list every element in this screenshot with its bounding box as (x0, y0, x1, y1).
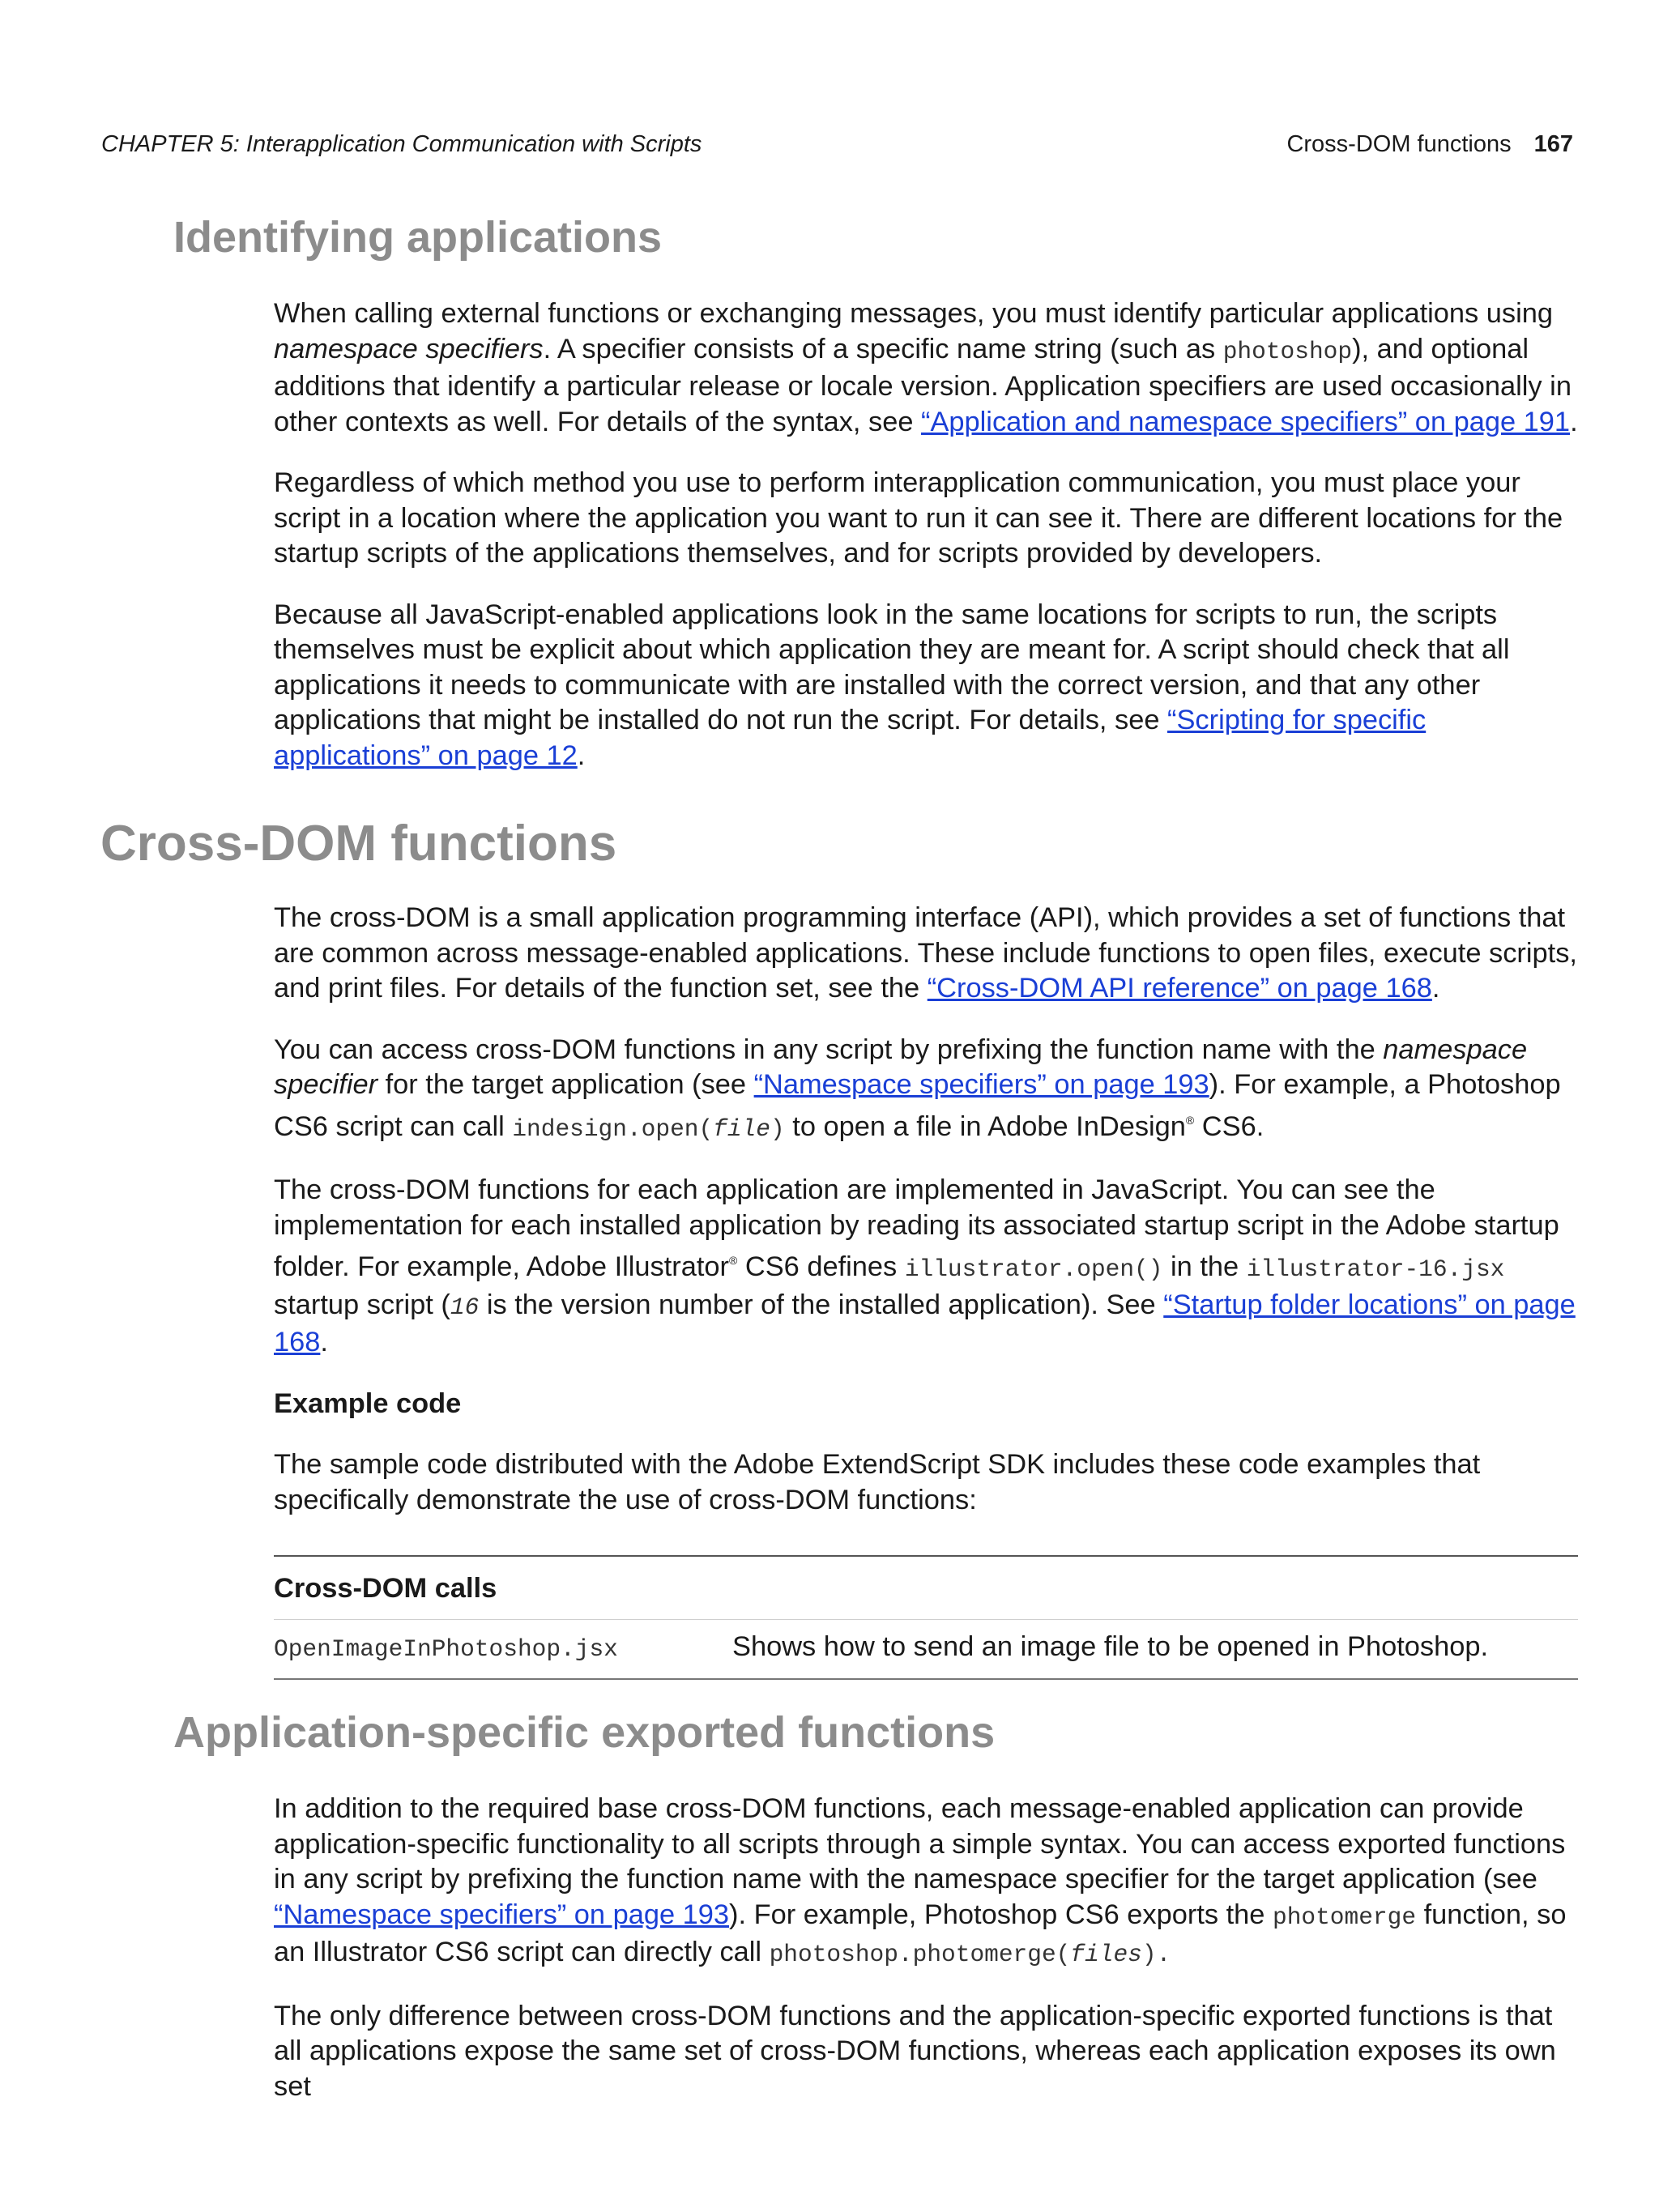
registered-mark: ® (1185, 1113, 1195, 1127)
code-file-arg: file (713, 1115, 770, 1143)
link-application-namespace-specifiers[interactable]: “Application and namespace specifiers” on page 191 (921, 406, 1571, 437)
table-header: Cross-DOM calls (274, 1557, 1578, 1620)
paragraph: The cross-DOM is a small application programming interface (API), which provides a set of functions that are common across message-enabled applications. These include functions to open files, execute scripts, and print files. For details of the function set, see the “Cross-DOM API reference” on page 168. (274, 902, 1577, 1004)
code-indesign-open: indesign.open( (512, 1115, 714, 1143)
subheading-example-code: Example code (274, 1387, 462, 1419)
term-namespace-specifiers: namespace specifiers (274, 333, 544, 364)
code-close-paren: ). (1141, 1941, 1171, 1968)
chapter-name: 5: Interapplication Communication with Scripts (220, 131, 702, 157)
code-photomerge: photomerge (1273, 1903, 1417, 1931)
registered-mark: ® (729, 1254, 738, 1267)
term-namespace-specifier: namespace specifier (274, 1034, 1528, 1100)
section-exported-body (274, 1792, 1581, 2104)
running-header (101, 128, 1573, 160)
table-row (274, 1620, 1578, 1678)
chapter-cap: C (101, 131, 118, 157)
heading-identifying-applications: Identifying applications (173, 213, 663, 262)
link-cross-dom-api-reference[interactable]: “Cross-DOM API reference” on page 168 (927, 973, 1432, 1004)
paragraph: Regardless of which method you use to perform interapplication communication, you must place your script in a location where the application you want to run it can see it. There are different locations for the startup scripts of the applications themselves, and for scripts provided by developers. (274, 467, 1563, 569)
page-number: 167 (1533, 131, 1573, 157)
link-startup-folder-locations[interactable]: “Startup folder locations” on page 168 (274, 1289, 1576, 1357)
header-section (1286, 128, 1573, 160)
code-photoshop: photoshop (1222, 337, 1353, 365)
table-cell-file: OpenImageInPhotoshop.jsx (274, 1635, 618, 1663)
link-scripting-specific-applications[interactable]: “Scripting for specific applications” on page 12 (274, 705, 1427, 771)
code-files-arg: files (1070, 1941, 1142, 1968)
table-cell-description: Shows how to send an image file to be opened in Photoshop. (732, 1631, 1489, 1662)
chapter-word: HAPTER (117, 131, 214, 157)
link-namespace-specifiers[interactable]: “Namespace specifiers” on page 193 (274, 1899, 730, 1930)
cross-dom-calls-table (274, 1555, 1578, 1680)
paragraph: The only difference between cross-DOM functions and the application-specific exported functions is that all applications expose the same set of cross-DOM functions, whereas each application exposes its own set (274, 2000, 1556, 2102)
section-cross-dom-body (274, 901, 1581, 1518)
paragraph: In addition to the required base cross-DOM functions, each message-enabled application can provide application-specific functionality to all scripts through a simple syntax. You can access exported functions in any script by prefixing the function name with the namespace specifier for the target application (see “Namespace specifiers” on page 193). For example, Photoshop CS6 exports the photomerge function, so an Illustrator CS6 script can directly call photoshop.photomerge(files). (274, 1793, 1567, 1968)
heading-cross-dom-functions: Cross-DOM functions (100, 816, 617, 872)
chapter-title (101, 128, 702, 160)
code-illustrator-16-jsx: illustrator-16.jsx (1246, 1255, 1505, 1283)
code-illustrator-open: illustrator.open() (904, 1255, 1163, 1283)
paragraph: Because all JavaScript-enabled applications look in the same locations for scripts to run, the scripts themselves must be explicit about which application they are meant for. A script should check that all applications it needs to communicate with are installed with the correct version, and that any other applications that might be installed do not run the script. For details, see “Scripting for specific applications” on page 12. (274, 599, 1510, 771)
paragraph: The sample code distributed with the Adobe ExtendScript SDK includes these code examples that specifically demonstrate the use of cross-DOM functions: (274, 1449, 1481, 1515)
code-photoshop-photomerge: photoshop.photomerge( (769, 1941, 1071, 1968)
link-namespace-specifiers[interactable]: “Namespace specifiers” on page 193 (753, 1069, 1209, 1100)
paragraph: The cross-DOM functions for each application are implemented in JavaScript. You can see the implementation for each installed application by reading its associated startup script in the Adobe startup folder. For example, Adobe Illustrator® CS6 defines illustrator.open() in the illustrator-16.jsx startup script (16 is the version number of the installed application). See “Startup folder locations” on page 168. (274, 1174, 1576, 1357)
code-paren: ) (770, 1115, 785, 1143)
section-identifying-body (274, 296, 1581, 774)
header-section-name: Cross-DOM functions (1286, 131, 1512, 157)
code-version-16: 16 (450, 1293, 480, 1321)
paragraph: You can access cross-DOM functions in any script by prefixing the function name with the namespace specifier for the target application (see “Namespace specifiers” on page 193). For example, a Photoshop CS6 script can call indesign.open(file) to open a file in Adobe InDesign® CS6. (274, 1034, 1561, 1143)
heading-application-specific-exported-functions: Application-specific exported functions (173, 1708, 996, 1757)
paragraph: When calling external functions or exchanging messages, you must identify particular applications using namespace specifiers. A specifier consists of a specific name string (such as photoshop), and optional additions that identify a particular release or locale version. Application specifiers are used occasionally in other contexts as well. For details of the syntax, see “Application and namespace specifiers” on page 191. (274, 298, 1578, 437)
